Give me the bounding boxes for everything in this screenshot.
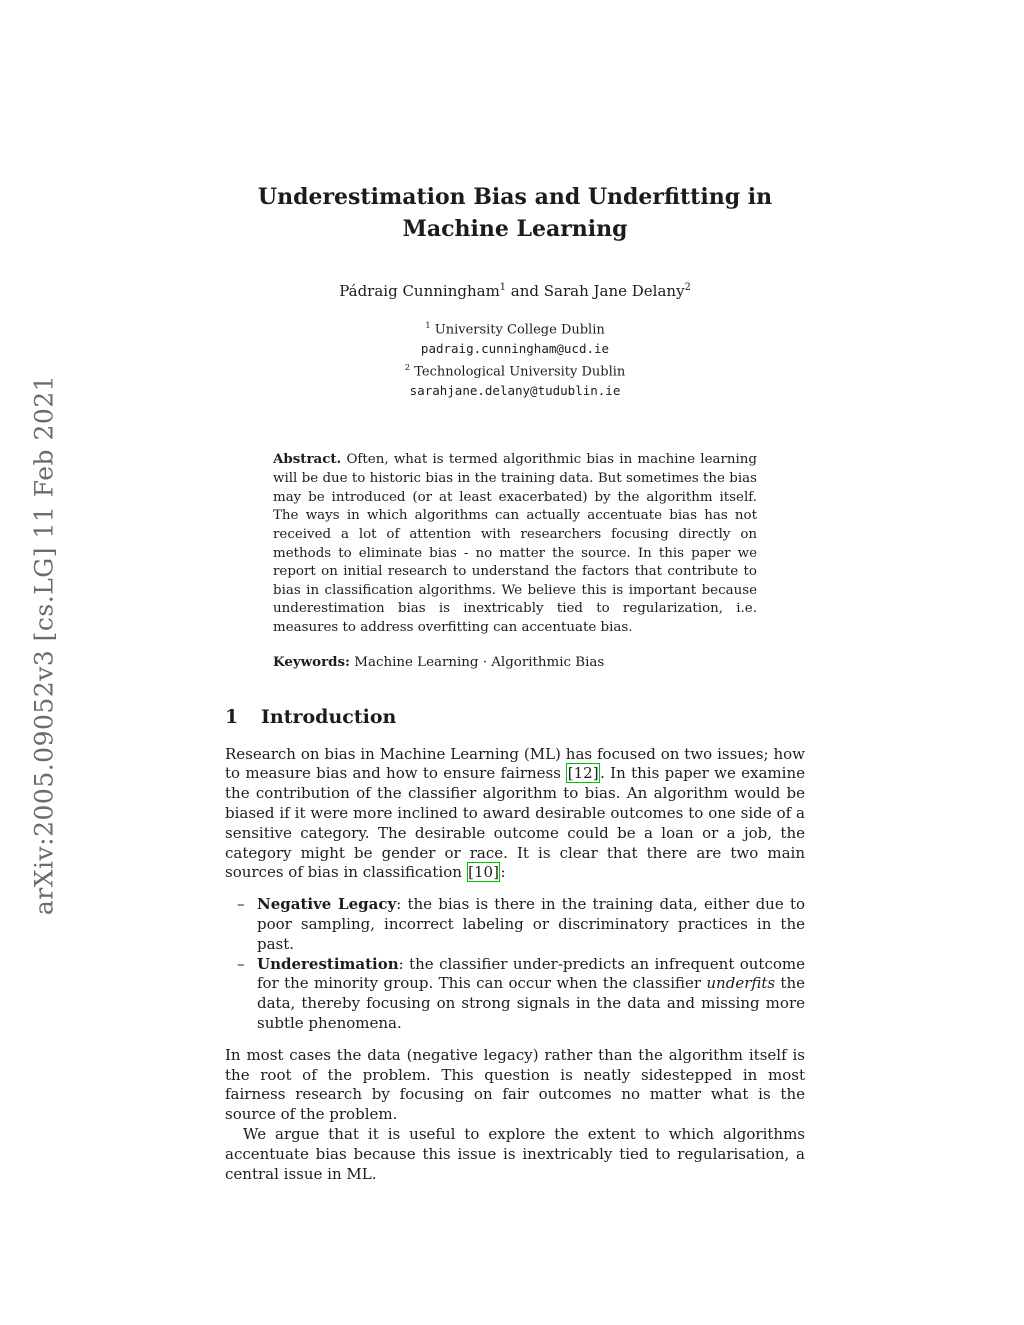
paper-content — [225, 0, 805, 1184]
list-item-text — [257, 895, 805, 954]
list-item-text — [257, 955, 805, 1034]
arxiv-watermark: arXiv:2005.09052v3 [cs.LG] 11 Feb 2021 — [29, 374, 59, 916]
text-segment: Machine Learning · Algorithmic Bias — [350, 654, 605, 670]
text-segment: Underestimation — [257, 954, 399, 973]
text-segment: underfits — [706, 974, 776, 993]
text-segment: : the bias is there in the training data, either due to poor sampling, incorrect labeling or discriminatory practices in the past. — [257, 895, 806, 953]
section-heading-introduction — [225, 706, 805, 728]
text-segment: . In this paper we examine the contribution of the classifier algorithm to bias. An algorithm would be biased if it were more inclined to award desirable outcomes to one side of a sensitive category. The desirable outcome could be a loan or a job, the category might be gender or race. It is clear that there are two main sources of bias in classification — [225, 764, 805, 882]
intro-paragraph-2: In most cases the data (negative legacy) rather than the algorithm itself is the root of the problem. This question is neatly sidestepped in most fairness research by focusing on fair outcomes no matter what is the source of the problem. — [225, 1045, 805, 1124]
citation-link[interactable]: [10] — [468, 863, 499, 882]
abstract — [273, 450, 757, 637]
affiliation-1 — [225, 316, 805, 340]
text-segment: Research on bias in Machine Learning (ML) has focused on two issues; how to measure bias and how to ensure fairness — [225, 744, 805, 783]
affiliations-block — [225, 316, 805, 401]
text-segment: : the classifier under-predicts an infrequent outcome for the minority group. This can occur when the classifier — [257, 954, 805, 993]
text-segment: Abstract. — [273, 451, 342, 468]
text-segment: 2 — [404, 362, 411, 373]
affiliation-2 — [225, 358, 805, 382]
list-item — [225, 895, 805, 954]
paper-title: Underestimation Bias and Underfitting in Machine Learning — [257, 184, 773, 242]
intro-paragraph-1 — [225, 745, 805, 884]
authors-line — [225, 282, 805, 300]
text-segment: University College Dublin — [430, 322, 605, 338]
bullet-dash: – — [237, 895, 245, 914]
intro-paragraph-3: We argue that it is useful to explore the extent to which algorithms accentuate bias because this issue is inextricably tied to regularisation, a central issue in ML. — [225, 1125, 805, 1183]
text-segment: 1 — [499, 281, 507, 293]
list-item — [225, 955, 805, 1034]
text-segment: and Sarah Jane Delany — [506, 281, 685, 300]
email-author-1: padraig.cunningham@ucd.ie — [420, 340, 610, 356]
bias-sources-list — [225, 895, 805, 1034]
text-segment: 2 — [684, 281, 691, 293]
text-segment: Pádraig Cunningham — [339, 281, 500, 300]
text-segment: 1 — [425, 319, 431, 330]
section-title: Introduction — [261, 705, 397, 728]
text-segment: Technological University Dublin — [410, 364, 626, 380]
text-segment: Often, what is termed algorithmic bias in machine learning will be due to historic bias in the training data. But sometimes the bias may be introduced (or at least exacerbated) by the algorithm itself. The ways in which algorithms can actually accentuate bias has not received a lot of attention with researchers focusing directly on methods to eliminate bias - no matter the source. In this paper we report on initial research to understand the factors that contribute to bias in classification algorithms. We believe this is important because underestimation bias is inextricably tied to regularization, i.e. measures to address overfitting can accentuate bias. — [273, 452, 757, 636]
section-number: 1 — [225, 705, 239, 728]
email-author-2: sarahjane.delany@tudublin.ie — [409, 382, 621, 398]
keywords-line — [273, 654, 757, 670]
bullet-dash: – — [237, 954, 245, 973]
text-segment: Keywords: — [273, 653, 351, 670]
text-segment: : — [500, 863, 506, 882]
citation-link[interactable]: [12] — [567, 764, 599, 783]
text-segment: Negative Legacy — [257, 895, 397, 914]
text-segment: the data, thereby focusing on strong signals in the data and missing more subtle phenomena. — [257, 974, 805, 1033]
